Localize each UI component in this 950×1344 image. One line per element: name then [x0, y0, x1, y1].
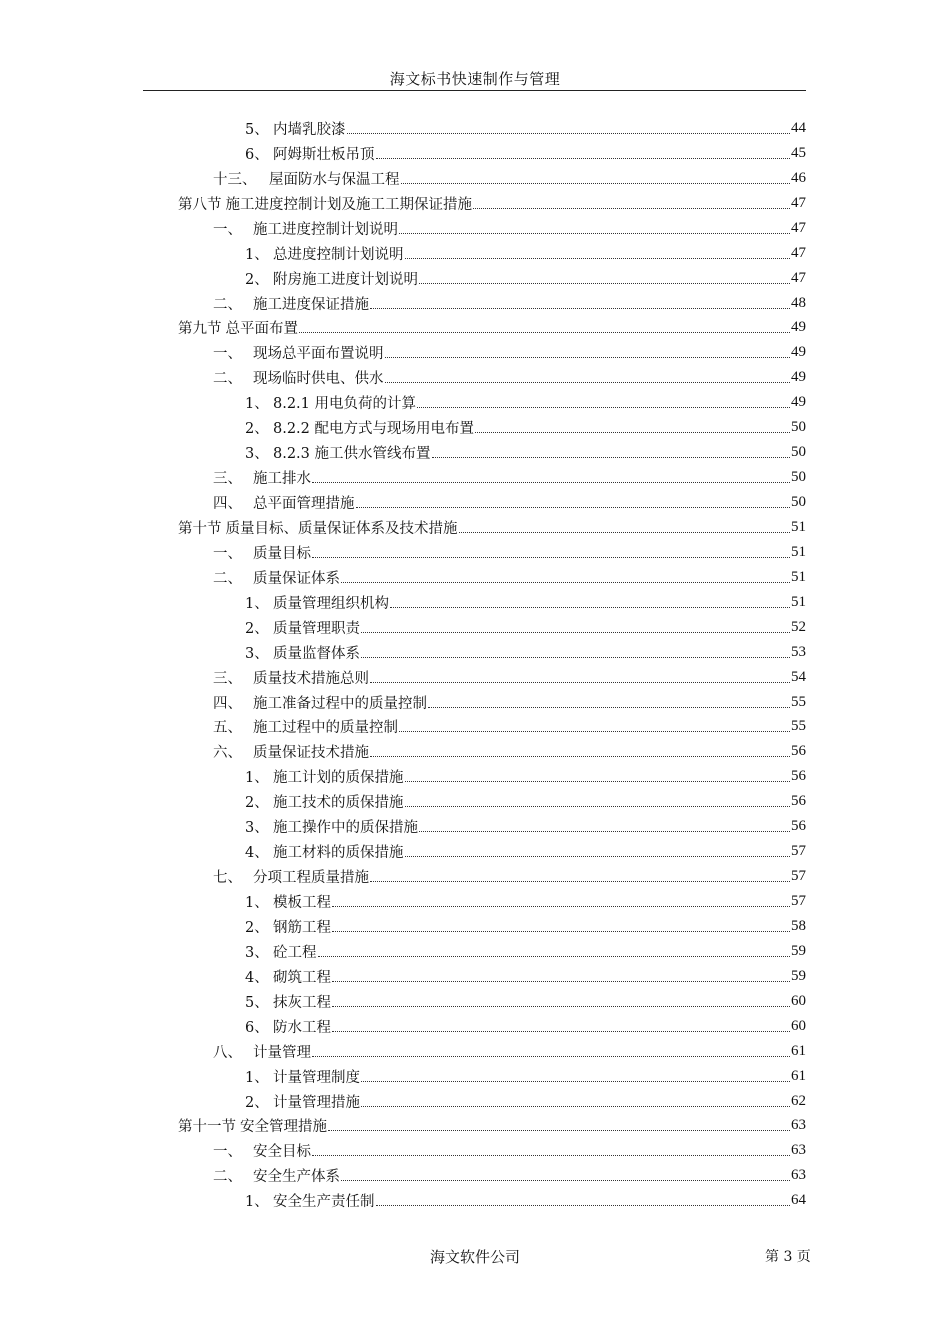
toc-leader-dots [361, 1092, 790, 1107]
toc-entry-number: 第九节 [178, 321, 222, 338]
toc-leader-dots [318, 942, 791, 957]
toc-entry-page: 56 [791, 793, 806, 810]
toc-entry-page: 49 [791, 394, 806, 411]
toc-entry[interactable] [178, 1188, 806, 1213]
toc-leader-dots [405, 244, 791, 259]
toc-entry-title: 8.2.2 配电方式与现场用电布置 [273, 421, 475, 438]
toc-entry-page: 62 [791, 1092, 806, 1109]
toc-leader-dots [390, 593, 790, 608]
toc-entry-number: 二、 [213, 1169, 242, 1186]
toc-entry[interactable] [178, 316, 806, 341]
toc-entry-number: 2、 [245, 421, 269, 438]
toc-entry-page: 59 [791, 942, 806, 959]
toc-entry-title: 砌筑工程 [273, 969, 331, 986]
toc-entry-page: 51 [791, 593, 806, 610]
toc-entry[interactable] [178, 291, 806, 316]
toc-entry-number: 一、 [213, 346, 242, 363]
toc-entry[interactable] [178, 939, 806, 964]
toc-leader-dots [405, 792, 791, 807]
toc-entry-number: 5、 [245, 121, 269, 138]
toc-entry-title: 施工材料的质保措施 [273, 845, 404, 862]
toc-leader-dots [475, 418, 790, 433]
toc-entry[interactable] [178, 590, 806, 615]
toc-leader-dots [332, 992, 790, 1007]
toc-entry-title: 屋面防水与保温工程 [269, 171, 400, 188]
toc-entry[interactable] [178, 390, 806, 415]
toc-entry-page: 47 [791, 269, 806, 286]
toc-entry-number: 三、 [213, 471, 242, 488]
table-of-contents [178, 116, 806, 1213]
toc-entry-title: 抹灰工程 [273, 994, 331, 1011]
toc-entry[interactable] [178, 615, 806, 640]
toc-entry-page: 49 [791, 369, 806, 386]
toc-entry[interactable] [178, 690, 806, 715]
toc-entry-number: 第十节 [178, 520, 222, 537]
toc-leader-dots [405, 767, 791, 782]
toc-leader-dots [361, 643, 790, 658]
toc-leader-dots [312, 1042, 790, 1057]
toc-entry[interactable] [178, 665, 806, 690]
toc-entry-title: 现场临时供电、供水 [253, 371, 384, 388]
toc-entry-page: 57 [791, 868, 806, 885]
toc-entry[interactable] [178, 1114, 806, 1139]
toc-entry[interactable] [178, 191, 806, 216]
toc-entry[interactable] [178, 440, 806, 465]
toc-entry[interactable] [178, 216, 806, 241]
toc-entry-title: 质量目标、质量保证体系及技术措施 [225, 520, 458, 537]
toc-entry-page: 52 [791, 618, 806, 635]
toc-leader-dots [312, 1141, 790, 1156]
toc-entry-page: 61 [791, 1042, 806, 1059]
toc-leader-dots [473, 194, 790, 209]
toc-leader-dots [370, 668, 790, 683]
toc-entry-page: 48 [791, 294, 806, 311]
toc-entry-number: 1、 [245, 595, 269, 612]
toc-entry[interactable] [178, 490, 806, 515]
toc-entry-page: 47 [791, 244, 806, 261]
toc-entry-title: 施工操作中的质保措施 [273, 820, 418, 837]
toc-entry-title: 施工准备过程中的质量控制 [253, 695, 427, 712]
toc-leader-dots [419, 817, 790, 832]
toc-entry-title: 施工进度保证措施 [253, 296, 369, 313]
toc-entry-title: 总进度控制计划说明 [273, 246, 404, 263]
toc-entry-page: 61 [791, 1067, 806, 1084]
toc-leader-dots [405, 842, 791, 857]
toc-entry-page: 59 [791, 967, 806, 984]
toc-leader-dots [332, 917, 790, 932]
toc-entry-page: 60 [791, 992, 806, 1009]
toc-entry-page: 58 [791, 917, 806, 934]
toc-entry-page: 49 [791, 319, 806, 336]
toc-leader-dots [459, 518, 791, 533]
toc-leader-dots [341, 1166, 790, 1181]
toc-entry-number: 十三、 [213, 171, 257, 188]
toc-entry-number: 2、 [245, 620, 269, 637]
toc-entry-page: 55 [791, 693, 806, 710]
toc-entry-number: 5、 [245, 994, 269, 1011]
toc-entry-page: 57 [791, 893, 806, 910]
toc-entry-page: 63 [791, 1142, 806, 1159]
toc-entry-page: 50 [791, 444, 806, 461]
toc-entry-title: 总平面管理措施 [253, 496, 355, 513]
toc-entry-number: 2、 [245, 795, 269, 812]
toc-leader-dots [419, 269, 790, 284]
toc-entry-page: 50 [791, 469, 806, 486]
toc-entry-number: 二、 [213, 296, 242, 313]
toc-entry-title: 质量保证体系 [253, 570, 340, 587]
toc-entry-number: 二、 [213, 371, 242, 388]
toc-entry-title: 质量管理组织机构 [273, 595, 389, 612]
toc-entry-title: 安全目标 [253, 1144, 311, 1161]
toc-leader-dots [417, 393, 790, 408]
toc-entry-page: 57 [791, 843, 806, 860]
toc-entry-number: 六、 [213, 745, 242, 762]
toc-entry[interactable] [178, 465, 806, 490]
toc-entry[interactable] [178, 964, 806, 989]
toc-entry[interactable] [178, 166, 806, 191]
toc-entry-number: 三、 [213, 670, 242, 687]
toc-entry-title: 质量目标 [253, 545, 311, 562]
toc-entry-title: 计量管理制度 [273, 1069, 360, 1086]
toc-entry-number: 八、 [213, 1044, 242, 1061]
toc-entry[interactable] [178, 515, 806, 540]
toc-leader-dots [428, 693, 790, 708]
toc-entry[interactable] [178, 365, 806, 390]
toc-entry-number: 2、 [245, 271, 269, 288]
toc-entry[interactable] [178, 889, 806, 914]
toc-entry[interactable] [178, 1163, 806, 1188]
toc-entry-title: 砼工程 [273, 944, 317, 961]
toc-entry-number: 1、 [245, 895, 269, 912]
toc-entry-page: 45 [791, 144, 806, 161]
toc-entry[interactable] [178, 814, 806, 839]
toc-entry[interactable] [178, 241, 806, 266]
toc-entry-number: 1、 [245, 246, 269, 263]
toc-leader-dots [312, 543, 790, 558]
footer-company: 海文软件公司 [429, 1248, 520, 1266]
toc-entry-page: 55 [791, 718, 806, 735]
toc-leader-dots [332, 892, 790, 907]
toc-entry-page: 60 [791, 1017, 806, 1034]
page-header-title: 海文标书快速制作与管理 [389, 70, 561, 88]
toc-entry[interactable] [178, 764, 806, 789]
toc-entry-number: 一、 [213, 1144, 242, 1161]
toc-entry[interactable] [178, 540, 806, 565]
toc-entry-page: 63 [791, 1117, 806, 1134]
toc-leader-dots [332, 1017, 790, 1032]
toc-entry-title: 钢筋工程 [273, 919, 331, 936]
toc-entry-number: 七、 [213, 870, 242, 887]
toc-entry[interactable] [178, 340, 806, 365]
toc-entry-page: 46 [791, 169, 806, 186]
toc-entry-number: 2、 [245, 1094, 269, 1111]
toc-entry-title: 防水工程 [273, 1019, 331, 1036]
toc-entry[interactable] [178, 141, 806, 166]
toc-entry-title: 施工进度控制计划及施工工期保证措施 [225, 196, 472, 213]
toc-entry-number: 3、 [245, 645, 269, 662]
toc-entry-title: 质量管理职责 [273, 620, 360, 637]
toc-entry-title: 计量管理 [253, 1044, 311, 1061]
toc-entry-number: 3、 [245, 446, 269, 463]
toc-entry-title: 计量管理措施 [273, 1094, 360, 1111]
toc-leader-dots [385, 368, 791, 383]
toc-entry-page: 64 [791, 1192, 806, 1209]
toc-entry-title: 现场总平面布置说明 [253, 346, 384, 363]
toc-entry-page: 50 [791, 419, 806, 436]
toc-entry-number: 3、 [245, 944, 269, 961]
toc-entry-number: 五、 [213, 720, 242, 737]
toc-entry-number: 4、 [245, 969, 269, 986]
toc-entry-title: 安全管理措施 [240, 1119, 327, 1136]
toc-entry-title: 内墙乳胶漆 [273, 121, 346, 138]
toc-leader-dots [370, 742, 790, 757]
toc-entry-page: 51 [791, 543, 806, 560]
toc-entry[interactable] [178, 565, 806, 590]
toc-entry-number: 第八节 [178, 196, 222, 213]
toc-entry-page: 51 [791, 568, 806, 585]
toc-leader-dots [370, 867, 790, 882]
toc-entry-number: 1、 [245, 1069, 269, 1086]
toc-entry-page: 54 [791, 668, 806, 685]
toc-entry[interactable] [178, 1089, 806, 1114]
toc-leader-dots [361, 618, 790, 633]
toc-entry-title: 安全生产责任制 [273, 1194, 375, 1211]
toc-entry[interactable] [178, 864, 806, 889]
toc-entry[interactable] [178, 1039, 806, 1064]
toc-entry[interactable] [178, 266, 806, 291]
toc-entry-number: 1、 [245, 396, 269, 413]
toc-leader-dots [299, 318, 790, 333]
toc-entry-number: 四、 [213, 496, 242, 513]
toc-leader-dots [401, 169, 791, 184]
toc-entry-title: 附房施工进度计划说明 [273, 271, 418, 288]
toc-entry-page: 47 [791, 219, 806, 236]
toc-entry[interactable] [178, 839, 806, 864]
toc-entry-number: 第十一节 [178, 1119, 236, 1136]
toc-leader-dots [356, 493, 791, 508]
toc-leader-dots [312, 468, 790, 483]
toc-leader-dots [432, 443, 790, 458]
toc-leader-dots [332, 967, 790, 982]
toc-entry-page: 56 [791, 818, 806, 835]
toc-entry-page: 56 [791, 743, 806, 760]
footer-page-number: 第 3 页 [765, 1249, 811, 1265]
toc-entry-title: 质量保证技术措施 [253, 745, 369, 762]
toc-leader-dots [399, 717, 790, 732]
toc-entry-number: 二、 [213, 570, 242, 587]
toc-leader-dots [361, 1067, 790, 1082]
toc-entry[interactable] [178, 116, 806, 141]
toc-entry[interactable] [178, 914, 806, 939]
toc-entry-title: 总平面布置 [225, 321, 298, 338]
toc-leader-dots [328, 1116, 790, 1131]
toc-entry-title: 模板工程 [273, 895, 331, 912]
toc-entry[interactable] [178, 739, 806, 764]
toc-entry-title: 分项工程质量措施 [253, 870, 369, 887]
toc-entry-page: 51 [791, 518, 806, 535]
toc-leader-dots [399, 219, 790, 234]
toc-entry-title: 阿姆斯壮板吊顶 [273, 146, 375, 163]
toc-entry-number: 1、 [245, 770, 269, 787]
header-divider [143, 90, 806, 91]
toc-leader-dots [376, 1191, 791, 1206]
toc-leader-dots [376, 144, 791, 159]
toc-entry-title: 施工过程中的质量控制 [253, 720, 398, 737]
toc-entry-title: 施工技术的质保措施 [273, 795, 404, 812]
toc-entry-title: 施工计划的质保措施 [273, 770, 404, 787]
toc-entry[interactable] [178, 989, 806, 1014]
toc-entry-page: 56 [791, 768, 806, 785]
toc-leader-dots [385, 343, 791, 358]
toc-entry-title: 施工排水 [253, 471, 311, 488]
toc-entry[interactable] [178, 640, 806, 665]
toc-entry-title: 质量技术措施总则 [253, 670, 369, 687]
toc-entry[interactable] [178, 1138, 806, 1163]
toc-entry-number: 一、 [213, 221, 242, 238]
toc-leader-dots [341, 568, 790, 583]
toc-entry-title: 安全生产体系 [253, 1169, 340, 1186]
toc-entry[interactable] [178, 415, 806, 440]
toc-entry-page: 63 [791, 1167, 806, 1184]
toc-entry-number: 2、 [245, 919, 269, 936]
toc-entry-number: 6、 [245, 1019, 269, 1036]
toc-entry-title: 8.2.1 用电负荷的计算 [273, 396, 417, 413]
toc-entry-page: 50 [791, 494, 806, 511]
toc-entry-title: 质量监督体系 [273, 645, 360, 662]
toc-entry-page: 53 [791, 643, 806, 660]
toc-leader-dots [370, 294, 790, 309]
toc-entry-title: 8.2.3 施工供水管线布置 [273, 446, 431, 463]
toc-entry[interactable] [178, 1014, 806, 1039]
toc-leader-dots [347, 119, 791, 134]
toc-entry[interactable] [178, 715, 806, 740]
toc-entry-page: 47 [791, 194, 806, 211]
toc-entry-title: 施工进度控制计划说明 [253, 221, 398, 238]
toc-entry[interactable] [178, 1064, 806, 1089]
toc-entry-number: 一、 [213, 545, 242, 562]
toc-entry[interactable] [178, 789, 806, 814]
toc-entry-page: 49 [791, 344, 806, 361]
toc-entry-number: 3、 [245, 820, 269, 837]
toc-entry-number: 四、 [213, 695, 242, 712]
toc-entry-number: 1、 [245, 1194, 269, 1211]
toc-entry-page: 44 [791, 119, 806, 136]
toc-entry-number: 4、 [245, 845, 269, 862]
toc-entry-number: 6、 [245, 146, 269, 163]
